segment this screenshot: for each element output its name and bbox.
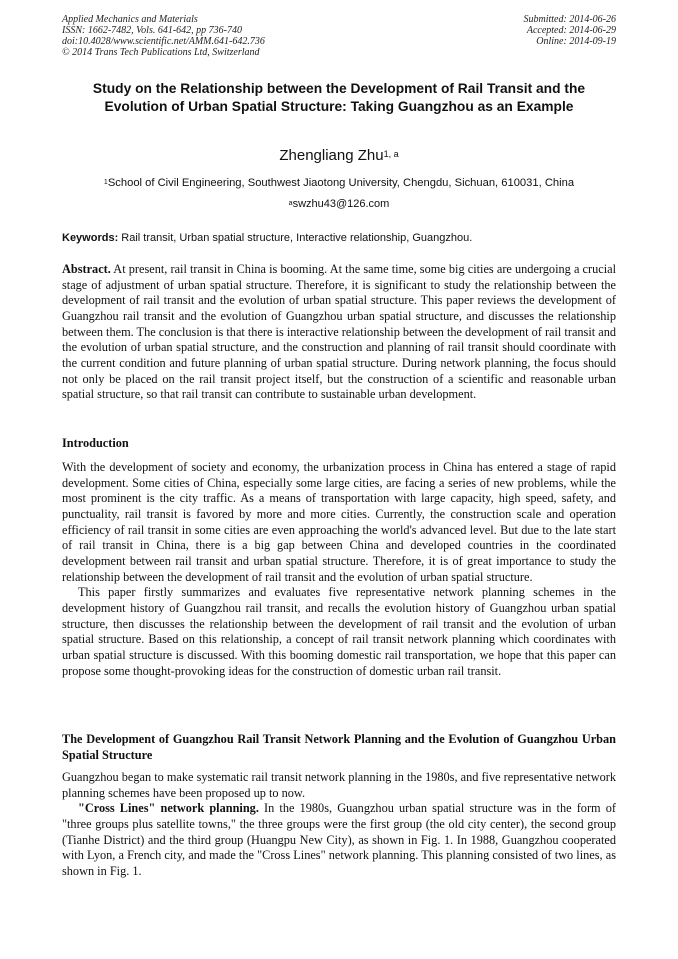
author-sup: 1, a xyxy=(383,149,399,159)
abstract-text: At present, rail transit in China is booming. At the same time, some big cities are undergoing a crucial stage of adjustment of urban spatial structure. Therefore, it is significant to study the relationship between the development of rail transit and the evolution of urban spatial structure. This paper reviews the development of Guangzhou rail transit and the evolution of Guangzhou urban spatial structure, and discusses the relationship between them. The conclusion is that there is interactive relationship between the development of rail transit and the evolution of urban spatial structure, and the construction and planning of rail transit should coordinate with the current condition and future planning of urban spatial structure. During network planning, the focus should not only be placed on the rail transit project itself, but the construction of a scientific and reasonable urban spatial structure, so that rail transit can contribute to sustainable urban development. xyxy=(62,262,616,402)
accepted-date: Accepted: 2014-06-29 xyxy=(526,25,616,36)
email-sup: a xyxy=(288,200,293,207)
author-line xyxy=(62,147,616,165)
journal-name: Applied Mechanics and Materials xyxy=(62,14,198,25)
issn-line: ISSN: 1662-7482, Vols. 641-642, pp 736-740 xyxy=(62,25,242,36)
keywords-text: Rail transit, Urban spatial structure, Interactive relationship, Guangzhou. xyxy=(118,232,473,244)
introduction-body xyxy=(62,460,616,679)
copyright-line: © 2014 Trans Tech Publications Ltd, Switzerland xyxy=(62,47,260,58)
email-line xyxy=(62,197,616,211)
dates-header xyxy=(524,14,617,47)
affiliation-sup: 1 xyxy=(103,179,108,186)
affiliation-text: School of Civil Engineering, Southwest Jiaotong University, Chengdu, Sichuan, 610031, China xyxy=(107,177,575,189)
email-text: swzhu43@126.com xyxy=(292,198,390,210)
section2-paragraph-2-text: In the 1980s, Guangzhou urban spatial structure was in the form of "three groups plus satellite towns," the three groups were the first group (the old city center), the second group (Tianhe District) and the third group (Huangpu New City), as shown in Fig. 1. In 1988, Guangzhou cooperated with Lyon, a French city, and made the "Cross Lines" network planning. This planning consisted of two lines, as shown in Fig. 1. xyxy=(62,801,616,878)
author-name: Zhengliang Zhu xyxy=(279,147,384,164)
section2-paragraph-2 xyxy=(62,801,616,879)
journal-header xyxy=(62,14,265,58)
section-heading-introduction: Introduction xyxy=(62,436,129,450)
section-heading-development: The Development of Guangzhou Rail Transit Network Planning and the Evolution of Guangzhou Urban Spatial Structure xyxy=(62,732,616,762)
cross-lines-lead: "Cross Lines" network planning. xyxy=(78,801,259,816)
online-date: Online: 2014-09-19 xyxy=(536,36,616,47)
submitted-date: Submitted: 2014-06-26 xyxy=(523,14,616,25)
intro-paragraph-2: This paper firstly summarizes and evaluates five representative network planning schemes in the development history of Guangzhou rail transit, and recalls the evolution history of Guangzhou urban spatial structure, then discusses the relationship between the development of rail transit and the evolution of urban spatial structure. Based on this relationship, a concept of rail transit network planning which coordinates with urban spatial structure is discussed. With this booming domestic rail transportation, we hope that this paper can propose some thought-provoking ideas for the construction of domestic urban rail transit. xyxy=(62,585,616,678)
abstract xyxy=(62,262,616,403)
abstract-label: Abstract. xyxy=(62,262,111,276)
keywords xyxy=(62,231,616,245)
section2-body xyxy=(62,770,616,880)
affiliation xyxy=(62,176,616,190)
section2-paragraph-1: Guangzhou began to make systematic rail transit network planning in the 1980s, and five representative network planning schemes have been proposed up to now. xyxy=(62,770,616,800)
intro-paragraph-1: With the development of society and economy, the urbanization process in China has entered a stage of rapid development. Some cities of China, especially some large cities, are facing a series of new problems, while the most prominent is the city traffic. As a means of transportation with large capacity, high speed, safety, and punctuality, rail transit is favored by more and more cities. Currently, the construction scale and operation efficiency of rail transit in some cities are even approaching the world's advanced level. But due to the late start of rail transit in China, there is a big gap between China and developed countries in the coordinated development between rail transit and urban spatial structure. Therefore, it is of great importance to study the relationship between the development of rail transit and the evolution of urban spatial structure. xyxy=(62,460,616,584)
paper-title: Study on the Relationship between the Development of Rail Transit and the Evolution of Urban Spatial Structure: Taking Guangzhou as an Example xyxy=(92,81,586,114)
keywords-label: Keywords: xyxy=(62,232,119,244)
doi-line: doi:10.4028/www.scientific.net/AMM.641-642.736 xyxy=(62,36,265,47)
